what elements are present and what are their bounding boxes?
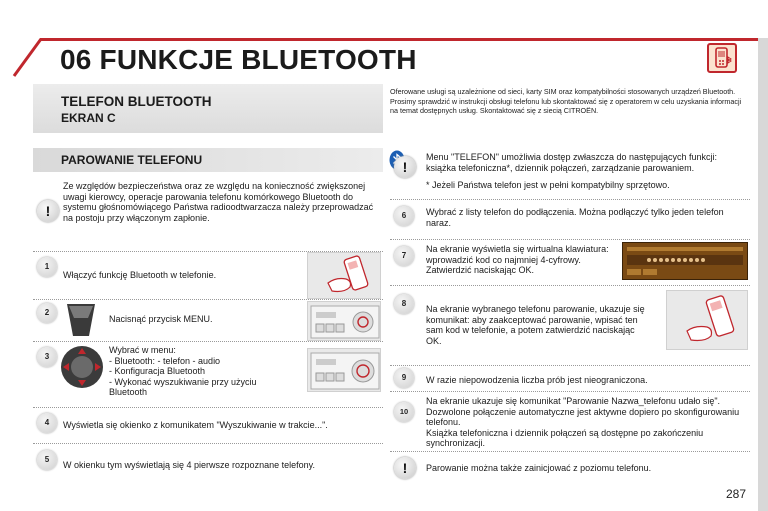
step-6-badge: 6 — [394, 206, 414, 226]
right-warning-text: Menu "TELEFON" umożliwia dostęp zwłaszcza do następujących funkcji: książka telefoniczna*, dziennik połączeń, zarządzanie parowaniem. — [426, 152, 718, 173]
step-8-row — [390, 286, 750, 366]
step-5-badge: 5 — [37, 450, 57, 470]
step-9-text: W razie niepowodzenia liczba prób jest nieograniczona. — [426, 375, 648, 385]
step-9-row — [390, 366, 750, 392]
warning-icon-3: ! — [394, 457, 416, 479]
radio-panel-illustration-2 — [307, 348, 381, 392]
step-10-text: Na ekranie ukazuje się komunikat "Parowanie Nazwa_telefonu udało się". Dozwolone połączenie automatyczne jest aktywne dopiero po skonfigurowaniu telefonu. Książka telefoniczna i dziennik połączeń są dostępne po zakończeniu synchronizacji. — [426, 396, 740, 448]
step-5-row — [33, 444, 383, 480]
warning-icon-2: ! — [394, 156, 416, 178]
step-1-text: Włączyć funkcję Bluetooth w telefonie. — [63, 270, 217, 280]
right-warning-row-2 — [390, 452, 750, 482]
right-edge-bar — [758, 38, 768, 511]
step-8-text: Na ekranie wybranego telefonu parowanie, ukazuje się komunikat: aby zaakceptować parowanie, wpisać ten sam kod w telefonie, a potem zatwierdzić naciskając OK. — [426, 304, 645, 346]
step-5-text: W okienku tym wyświetlają się 4 pierwsze rozpoznane telefony. — [63, 460, 315, 470]
step-8-badge: 8 — [394, 294, 414, 314]
step-7-badge: 7 — [394, 246, 414, 266]
step-10-badge: 10 — [394, 402, 414, 422]
navigation-dial-icon — [59, 344, 105, 390]
step-2-row — [33, 300, 383, 342]
telefon-title: TELEFON BLUETOOTH — [61, 94, 212, 109]
header-slant — [12, 38, 42, 78]
services-info — [390, 87, 750, 116]
radio-panel-illustration — [307, 301, 381, 341]
step-4-text: Wyświetla się okienko z komunikatem "Wyszukiwanie w trakcie...". — [63, 420, 328, 430]
step-7-row — [390, 240, 750, 286]
virtual-keyboard-screen — [622, 242, 748, 280]
step-9-badge: 9 — [394, 368, 414, 388]
left-warning-row — [33, 176, 383, 252]
step-2-badge: 2 — [37, 303, 57, 323]
telefon-header-box — [33, 84, 383, 133]
step-1-row — [33, 252, 383, 300]
step-1-badge: 1 — [37, 257, 57, 277]
step-3-row — [33, 342, 383, 408]
warning-icon: ! — [37, 200, 59, 222]
phone-bluetooth-icon — [707, 43, 737, 73]
chapter-title: 06 FUNKCJE BLUETOOTH — [60, 44, 417, 75]
menu-button-icon — [63, 300, 99, 340]
right-warning-2-text: Parowanie można także zainicjować z poziomu telefonu. — [426, 463, 652, 473]
step-6-text: Wybrać z listy telefon do podłączenia. Można podłączyć tylko jeden telefon naraz. — [426, 207, 724, 228]
page-number: 287 — [726, 487, 747, 501]
step-4-badge: 4 — [37, 413, 57, 433]
footnote-text: * Jeżeli Państwa telefon jest w pełni kompatybilny sprzętowo. — [426, 180, 670, 190]
phone-hand-illustration-2 — [666, 290, 748, 350]
step-3-text: Wybrać w menu: - Bluetooth: - telefon - audio - Konfiguracja Bluetooth - Wykonać wyszukiwanie przy użyciu Bluetooth — [109, 345, 257, 397]
step-4-row — [33, 408, 383, 444]
phone-hand-illustration — [307, 252, 381, 299]
step-7-text: Na ekranie wyświetla się wirtualna klawiatura: wprowadzić kod co najmniej 4-cyfrowy. Zatwierdzić naciskając OK. — [426, 244, 609, 275]
services-info-text: Oferowane usługi są uzależnione od sieci, karty SIM oraz kompatybilności stosowanych urządzeń Bluetooth. Prosimy sprawdzić w instrukcji obsługi telefonu lub skontaktować się z operatorem w celu uzyskania informacji na temat dostępnych usług. Skontaktować się z siecią CITROËN. — [390, 87, 742, 116]
telefon-subtitle: EKRAN C — [61, 111, 116, 125]
left-warning-text: Ze względów bezpieczeństwa oraz ze względu na konieczność zwiększonej uwagi kierowcy, operacje parowania telefonu komórkowego Bluetooth do systemu głośnomówiącego Państwa radioodtwarzacza należy przeprowadzać na postoju przy włączonym zapłonie. — [63, 181, 374, 223]
step-3-badge: 3 — [37, 347, 57, 367]
section-title: PAROWANIE TELEFONU — [61, 153, 203, 167]
step-2-text: Nacisnąć przycisk MENU. — [109, 314, 213, 324]
step-10-row — [390, 392, 750, 452]
step-6-row — [390, 200, 750, 240]
right-warning-row — [390, 148, 750, 200]
section-bar — [33, 148, 383, 172]
header-rule — [40, 38, 758, 41]
